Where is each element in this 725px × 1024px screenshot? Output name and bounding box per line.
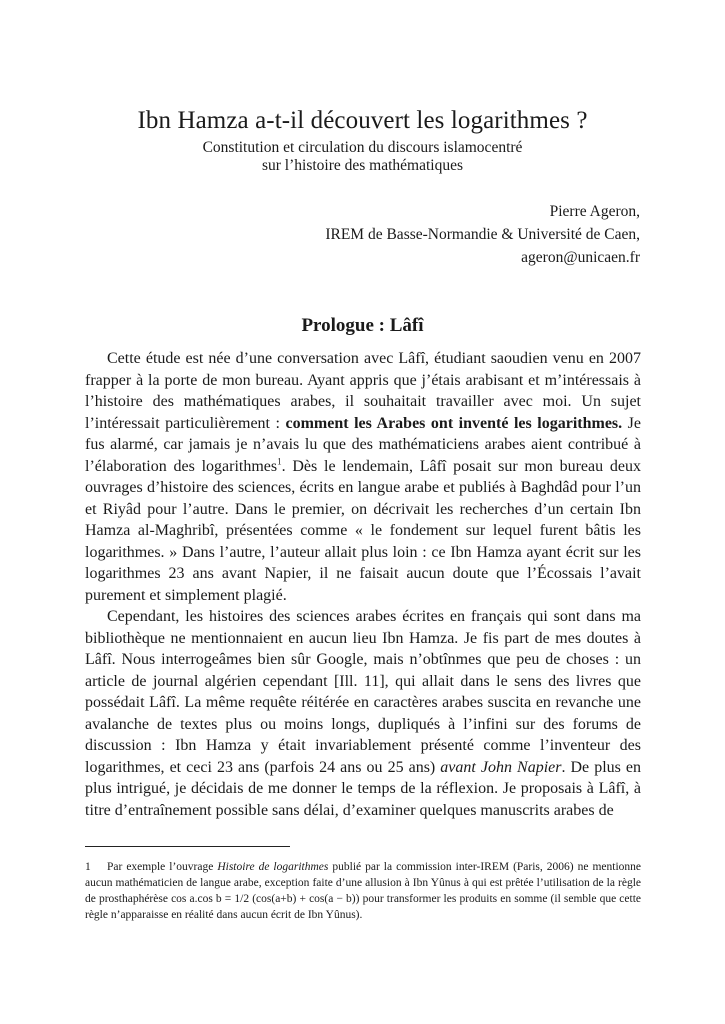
- footnote-formula: cos a.cos b = 1/2 (cos(a+b) + cos(a − b)): [171, 893, 360, 905]
- paragraph-1-text-c: . Dès le lendemain, Lâfî posait sur mon bureau deux ouvrages d’histoire des sciences, écrits en langue arabe et publiés à Baghdâd pour l’un et Riyâd pour l’autre. Dans le premier, on décrivait les recherches d’un certain Ibn Hamza al-Maghribî, présentées comme « le fondement sur lequel furent bâtis les logarithmes. » Dans l’autre, l’auteur allait plus loin : ce Ibn Hamza ayant écrit sur les logarithmes 23 ans avant Napier, il ne faisait aucun doute que l’Écossais l’avait purement et simplement plagié.: [85, 457, 641, 604]
- footnote-text-c: pour transformer les produits en somme (il semble que cette règle n’apparaisse en réalité dans aucun écrit de Ibn Yûnus).: [85, 893, 642, 921]
- paragraph-1: [85, 348, 641, 606]
- author-name: Pierre Ageron,: [549, 203, 640, 220]
- footnote-reference[interactable]: 1: [277, 456, 282, 467]
- paper-subtitle: [0, 139, 725, 175]
- footnote-separator: [85, 846, 290, 847]
- subtitle-line-1: Constitution et circulation du discours islamocentré: [202, 139, 523, 156]
- author-block: [325, 200, 640, 269]
- paragraph-2-text-a: Cependant, les histoires des sciences arabes écrites en français qui sont dans ma bibliothèque ne mentionnaient en aucun lieu Ibn Hamza. Je fis part de mes doutes à Lâfî. Nous interrogeâmes bien sûr Google, mais n’obtînmes que peu de choses : un article de journal algérien cependant [Ill. 11], qui allait dans le sens des livres que possédait Lâfî. La même requête réitérée en caractères arabes suscita en revanche une avalanche de textes plus ou moins longs, dupliqués à l’infini sur des forums de discussion : Ibn Hamza y était invariablement présenté comme l’inventeur des logarithmes, et ceci 23 ans (parfois 24 ans ou 25 ans): [85, 608, 641, 776]
- subtitle-line-2: sur l’histoire des mathématiques: [261, 157, 464, 174]
- paragraph-2: [85, 606, 641, 821]
- paragraph-2-text-b: . De plus en plus intrigué, je décidais de me donner le temps de la réflexion. Je proposais à Lâfî, à titre d’entraînement possible sans délai, d’examiner quelques manuscrits arabes de: [85, 758, 642, 819]
- paragraph-1-text-a: Cette étude est née d’une conversation avec Lâfî, étudiant saoudien venu en 2007 frapper à la porte de mon bureau. Ayant appris que j’étais arabisant et m’intéressais à l’histoire des mathématiques arabes, il souhaitait travailler avec moi. Un sujet l’intéressait particulièrement :: [85, 350, 641, 432]
- paper-title: Ibn Hamza a-t-il découvert les logarithmes ?: [137, 107, 588, 134]
- paragraph-1-text-b: Je fus alarmé, car jamais je n’avais lu que des mathématiciens arabes aient contribué à l’élaboration des logarithmes: [85, 414, 642, 475]
- footnote-text-b: publié par la commission inter-IREM (Paris, 2006) ne mentionne aucun mathématicien de langue arabe, exception faite d’une allusion à Ibn Yûnus à qui est prêtée l’utilisation de la règle de prosthaphérèse: [85, 861, 641, 905]
- section-heading: Prologue : Lâfî: [301, 315, 424, 336]
- body-text: [85, 348, 641, 821]
- paragraph-1-bold: comment les Arabes ont inventé les logarithmes.: [285, 414, 623, 432]
- paragraph-2-italic: avant John Napier: [440, 758, 562, 776]
- author-affiliation: IREM de Basse-Normandie & Université de Caen,: [325, 226, 640, 243]
- footnote-italic-title: Histoire de logarithmes: [217, 861, 329, 873]
- author-email: ageron@unicaen.fr: [521, 249, 640, 266]
- footnote-text-a: Par exemple l’ouvrage: [107, 861, 218, 873]
- footnote-number: 1: [85, 861, 91, 873]
- footnote: [85, 859, 641, 923]
